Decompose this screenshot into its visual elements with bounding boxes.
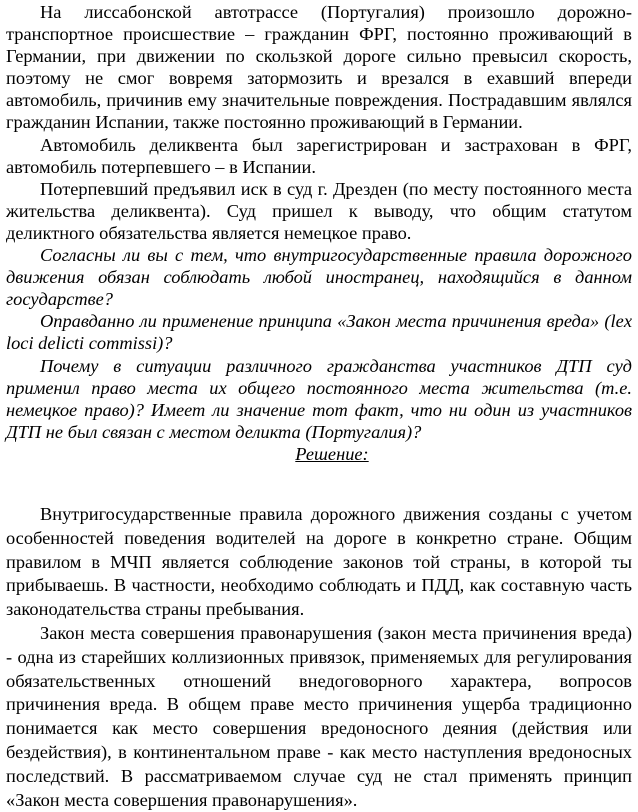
document-page bbox=[6, 1, 632, 812]
solution-paragraph-2: Закон места совершения правонарушения (закон места причинения вреда) - одна из старейших коллизионных привязок, применяемых для регулирования обязательственных отношений внедоговорного характера, вопросов причинения вреда. В общем праве место причинения ущерба традиционно понимается как место совершения вредоносного деяния (действия или бездействия), в континентальном праве - как место наступления вредоносных последствий. В рассматриваемом случае суд не стал применять принцип «Закон места совершения правонарушения». bbox=[6, 622, 632, 810]
question-2: Оправданно ли применение принципа «Закон места причинения вреда» (lex loci delicti commissi)? bbox=[6, 311, 632, 354]
problem-paragraph-2: Автомобиль деликвента был зарегистрирован и застрахован в ФРГ, автомобиль потерпевшего – в Испании. bbox=[6, 134, 632, 177]
solution-heading: Решение: bbox=[295, 443, 369, 464]
blank-spacer bbox=[6, 465, 632, 503]
solution-paragraph-1: Внутригосударственные правила дорожного движения созданы с учетом особенностей поведения водителей на дороге в конкретно стране. Общим правилом в МЧП является соблюдение законов той страны, в которой ты прибываешь. В частности, необходимо соблюдать и ПДД, как составную часть законодательства страны пребывания. bbox=[6, 503, 632, 620]
problem-paragraph-1: На лиссабонской автотрассе (Португалия) произошло дорожно-транспортное происшествие – гражданин ФРГ, постоянно проживающий в Германии, при движении по скользкой дороге сильно превысил скорость, поэтому не смог вовремя затормозить и врезался в ехавший впереди автомобиль, причинив ему значительные повреждения. Пострадавшим являлся гражданин Испании, также постоянно проживающий в Германии. bbox=[6, 2, 632, 133]
question-1: Согласны ли вы с тем, что внутригосударственные правила дорожного движения обязан соблюдать любой иностранец, находящийся в данном государстве? bbox=[6, 245, 632, 310]
question-3: Почему в ситуации различного гражданства участников ДТП суд применил право места их общего постоянного места жительства (т.е. немецкое право)? Имеет ли значение тот факт, что ни один из участников ДТП не был связан с местом деликта (Португалия)? bbox=[6, 355, 632, 442]
problem-paragraph-3: Потерпевший предъявил иск в суд г. Дрезден (по месту постоянного места жительства деликвента). Суд пришел к выводу, что общим статутом деликтного обязательства является немецкое право. bbox=[6, 178, 632, 243]
